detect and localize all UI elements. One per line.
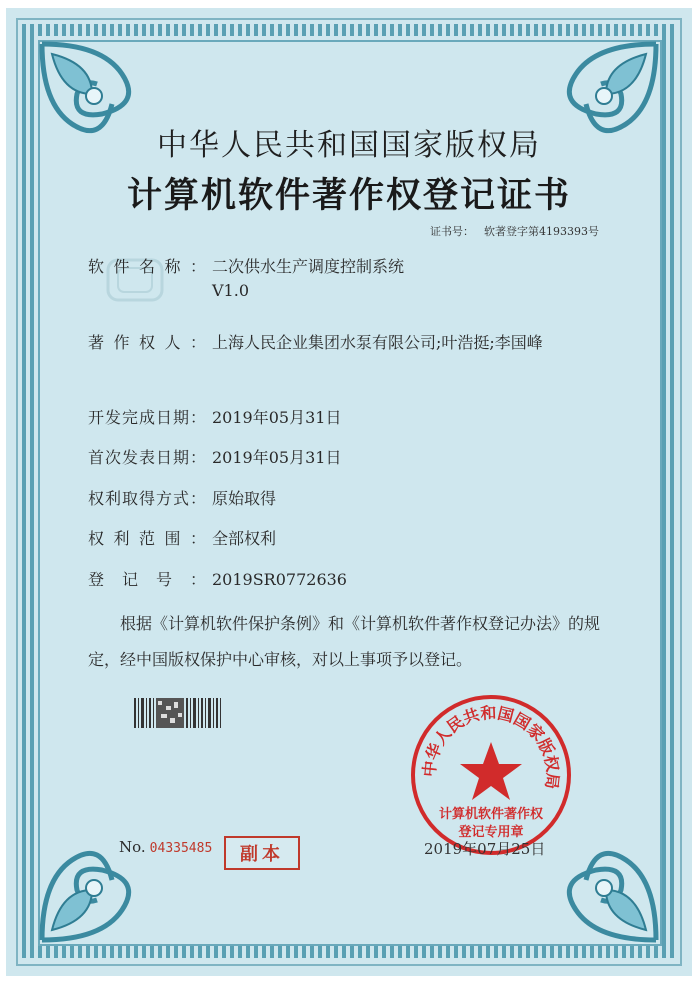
seal-date: 2019年07月25日 [424, 840, 546, 858]
field-value: 二次供水生产调度控制系统 [212, 257, 405, 276]
field-label: 首次发表日期： [88, 448, 206, 467]
seal-ring-text: 中华人民共和国国家版权局 [419, 703, 563, 791]
copy-stamp: 副本 [224, 836, 300, 870]
field-publication-date [88, 445, 341, 468]
certificate-title: 计算机软件著作权登记证书 [126, 175, 571, 216]
official-seal [406, 690, 576, 860]
field-value: 2019年05月31日 [212, 448, 342, 467]
field-acquisition-method [88, 486, 276, 509]
field-software-name [88, 254, 404, 300]
field-version: V1.0 [212, 281, 249, 300]
certificate-number-label: 证书号： [430, 225, 474, 238]
registration-statement: 根据《计算机软件保护条例》和《计算机软件著作权登记办法》的规定，经中国版权保护中心审核，对以上事项予以登记。 [88, 614, 601, 669]
certificate-number-value: 软著登字第4193393号 [484, 225, 599, 238]
field-label: 权利范围： [88, 529, 206, 548]
corner-ornament-icon [32, 800, 182, 950]
field-label: 著作权人： [88, 333, 206, 352]
star-icon [460, 742, 522, 800]
field-completion-date [88, 405, 341, 428]
field-value: 2019SR0772636 [212, 570, 347, 589]
field-copyright-owner [88, 330, 543, 353]
field-value: 全部权利 [212, 529, 277, 548]
serial-number [119, 838, 212, 856]
field-label: 软件名称： [88, 257, 206, 276]
serial-value: 04335485 [149, 841, 213, 856]
certificate [6, 8, 692, 976]
field-value: 2019年05月31日 [212, 408, 342, 427]
seal-inner-line2: 登记专用章 [458, 825, 524, 840]
seal-inner-line1: 计算机软件著作权 [438, 807, 544, 822]
certificate-number [430, 223, 599, 239]
field-value: 上海人民企业集团水泵有限公司;叶浩挺;李国峰 [212, 333, 543, 352]
authority-title: 中华人民共和国国家版权局 [157, 128, 541, 163]
field-rights-scope [88, 526, 276, 549]
field-value: 原始取得 [212, 489, 277, 508]
field-label: 开发完成日期： [88, 408, 206, 427]
barcode-icon [134, 698, 222, 728]
field-label: 权利取得方式： [88, 489, 206, 508]
field-registration-number [88, 567, 347, 590]
field-label: 登记号： [88, 570, 206, 589]
serial-prefix: No. [119, 838, 146, 856]
